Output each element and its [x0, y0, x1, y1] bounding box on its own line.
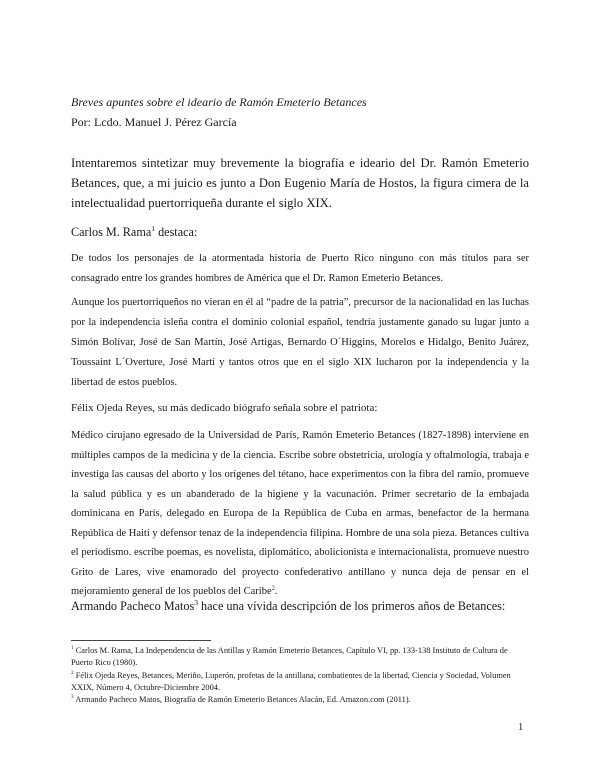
armando-intro-line — [71, 598, 529, 614]
footnote-1 — [71, 645, 529, 668]
intro-paragraph: Intentaremos sintetizar muy brevemente la biografía e ideario del Dr. Ramón Emeterio Betances, que, a mi juicio es junto a Don Eugenio María de Hostos, la figura cimera de la intelectualidad puertorriqueña durante el siglo XIX. — [71, 156, 529, 210]
armando-name: Armando Pacheco Matos — [71, 599, 195, 613]
page-number: 1 — [518, 722, 524, 733]
footnote-2 — [71, 670, 529, 693]
author-line: Por: Lcdo. Manuel J. Pérez García — [71, 115, 237, 129]
rama-rest: destaca: — [155, 225, 198, 239]
footnote-3-number: 3 — [71, 694, 74, 701]
ojeda-intro-line: Félix Ojeda Reyes, su más dedicado biógrafo señala sobre el patriota: — [71, 402, 378, 414]
ojeda-quote-end: . — [274, 586, 278, 597]
rama-quote-paragraph-1: De todos los personajes de la atormentada historia de Puerto Rico ninguno con más títulos para ser consagrado entre los grandes hombres de América que el Dr. Ramon Emeterio Betances. — [71, 253, 529, 284]
ojeda-quote-paragraph — [71, 426, 529, 602]
document-title: Breves apuntes sobre el ideario de Ramón Emeterio Betances — [71, 95, 367, 109]
footnote-ref-3[interactable]: 3 — [194, 597, 198, 607]
footnote-ref-2[interactable]: 2 — [271, 584, 275, 592]
footnote-1-number: 1 — [71, 645, 74, 652]
footnote-2-text: Félix Ojeda Reyes, Betances, Meriño, Luperón, profetas de la antillana, combatientes de la libertad, Ciencia y Sociedad, Volumen XXIX, Número 4, Octubre-Diciembre 2004. — [71, 671, 511, 692]
rama-name: Carlos M. Rama — [71, 225, 152, 239]
footnote-2-number: 2 — [71, 670, 74, 677]
footnote-3-text: Armando Pacheco Matos, Biografía de Ramón Emeterio Betances Alacán, Ed. Amazon.com (2011). — [73, 695, 411, 704]
rama-quote-paragraph-2: Aunque los puertorriqueños no vieran en él al “padre de la patria”, precursor de la nacionalidad en las luchas por la independencia isleña contra el dominio colonial español, tendría justamente ganado su lugar junto a Simón Bolívar, José de San Martín, José Artigas, Bernardo O´Higgins, Morelos e Hidalgo, Benito Juárez, Toussaint L´Overture, José Martí y tantos otros que en el siglo XIX lucharon por la independencia y la libertad de estos pueblos. — [71, 297, 529, 388]
rama-intro-line — [71, 224, 529, 240]
footnote-ref-1[interactable]: 1 — [151, 223, 156, 233]
ojeda-quote-text: Médico cirujano egresado de la Universidad de París, Ramón Emeterio Betances (1827-1898) interviene en múltiples campos de la medicina y de la ciencia. Escribe sobre obstetricia, urología y oftalmología, trabaja e investiga las causas del aborto y los orígenes del tétano, hace experimentos con la fibra del ramio, promueve la salud pública y es un abanderado de la higiene y la vacunación. Primer secretario de la embajada dominicana en París, delegado en Europa de la República de Cuba en armas, benefactor de la hermana República de Haití y defensor tenaz de la independencia filipina. Hombre de una sola pieza. Betances cultiva el periodismo. escribe poemas, es novelista, diplomático, abolicionista e internacionalista, promueve nuestro Grito de Lares, vive enamorado del proyecto confederativo antillano y nunca deja de pensar en el mejoramiento general de los pueblos del Caribe — [71, 430, 529, 597]
footnote-separator — [71, 640, 211, 641]
footnote-1-text: Carlos M. Rama, La Independencia de las Antillas y Ramón Emeterio Betances, Capítulo VI, pp. 133-138 Instituto de Cultura de Puerto Rico (1980). — [71, 646, 508, 667]
armando-rest: hace una vívida descripción de los primeros años de Betances: — [197, 599, 506, 613]
footnote-3 — [71, 694, 529, 706]
